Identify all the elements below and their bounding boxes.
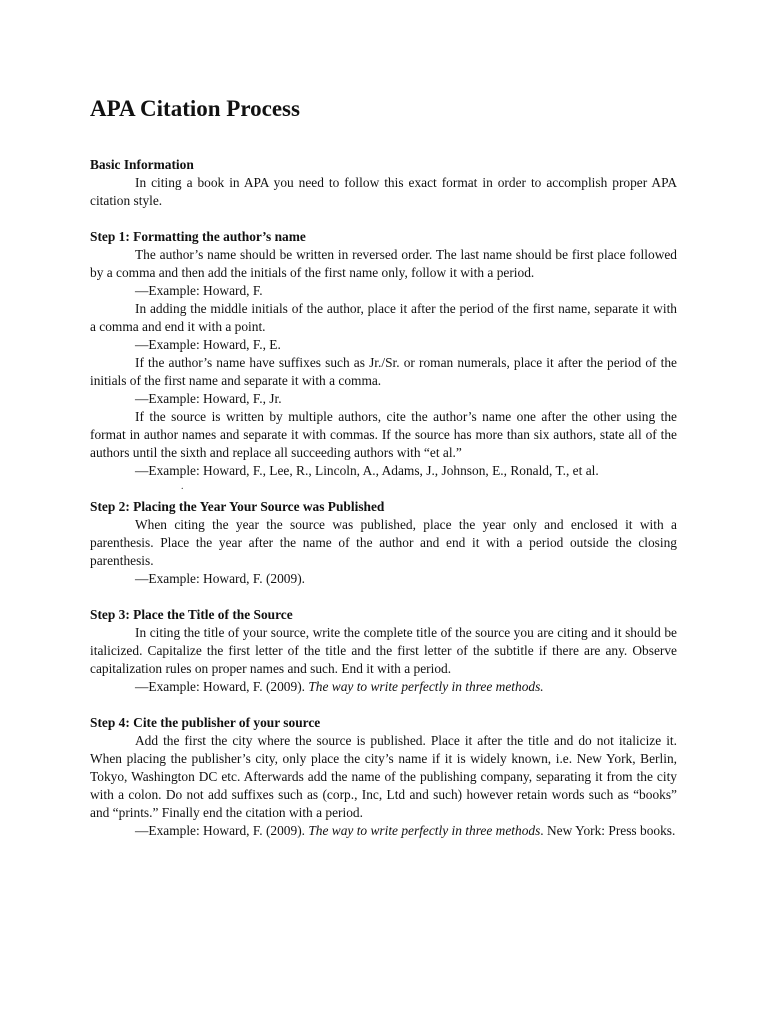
section-basic-information	[90, 156, 677, 210]
section-heading: Step 3: Place the Title of the Source	[90, 607, 293, 622]
paragraph: In adding the middle initials of the author, place it after the period of the first name, separate it with a comma and end it with a point.	[90, 301, 677, 334]
example-title: The way to write perfectly in three methods.	[308, 679, 544, 694]
example-line: —Example: Howard, F., Lee, R., Lincoln, A., Adams, J., Johnson, E., Ronald, T., et al.	[135, 463, 599, 478]
paragraph: If the source is written by multiple authors, cite the author’s name one after the other using the format in author names and separate it with commas. If the source has more than six authors, state all of the authors until the sixth and replace all succeeding authors with “et al.”	[90, 409, 677, 460]
section-step-3	[90, 606, 677, 696]
example-line: —Example: Howard, F. (2009).	[135, 571, 305, 586]
section-heading: Basic Information	[90, 157, 194, 172]
example-line	[90, 822, 677, 840]
example-line	[90, 678, 677, 696]
example-line: —Example: Howard, F., Jr.	[135, 391, 282, 406]
section-step-1	[90, 228, 677, 494]
example-prefix: —Example: Howard, F. (2009).	[135, 823, 309, 838]
paragraph: When citing the year the source was published, place the year only and enclosed it with a parenthesis. Place the year after the name of the author and end it with a period outside the closing parenthesis.	[90, 517, 677, 568]
example-suffix: . New York: Press books.	[540, 823, 676, 838]
paragraph: The author’s name should be written in reversed order. The last name should be first place followed by a comma and then add the initials of the first name only, follow it with a period.	[90, 247, 677, 280]
example-line: —Example: Howard, F., E.	[135, 337, 281, 352]
example-prefix: —Example: Howard, F. (2009).	[135, 679, 309, 694]
stray-dot: .	[181, 481, 184, 492]
section-heading: Step 2: Placing the Year Your Source was Published	[90, 499, 385, 514]
paragraph: In citing a book in APA you need to follow this exact format in order to accomplish proper APA citation style.	[90, 175, 677, 208]
section-heading: Step 4: Cite the publisher of your source	[90, 715, 321, 730]
example-title: The way to write perfectly in three methods	[308, 823, 541, 838]
document-title: APA Citation Process	[90, 96, 300, 121]
section-step-2	[90, 498, 677, 588]
paragraph: Add the first the city where the source is published. Place it after the title and do not italicize it. When placing the publisher’s city, only place the city’s name if it is widely known, i.e. New York, Berlin, Tokyo, Washington DC etc. Afterwards add the name of the publishing company, separating it from the city with a colon. Do not add suffixes such as (corp., Inc, Ltd and such) however retain words such as “books” and “prints.” Finally end the citation with a period.	[90, 733, 677, 820]
section-step-4	[90, 714, 677, 840]
example-line: —Example: Howard, F.	[135, 283, 263, 298]
section-heading: Step 1: Formatting the author’s name	[90, 229, 306, 244]
paragraph: If the author’s name have suffixes such as Jr./Sr. or roman numerals, place it after the period of the initials of the first name and separate it with a comma.	[90, 355, 677, 388]
paragraph: In citing the title of your source, write the complete title of the source you are citing and it should be italicized. Capitalize the first letter of the title and the first letter of the subtitle if there are any. Observe capitalization rules on proper names and such. End it with a period.	[90, 625, 677, 676]
document-page	[90, 92, 677, 840]
